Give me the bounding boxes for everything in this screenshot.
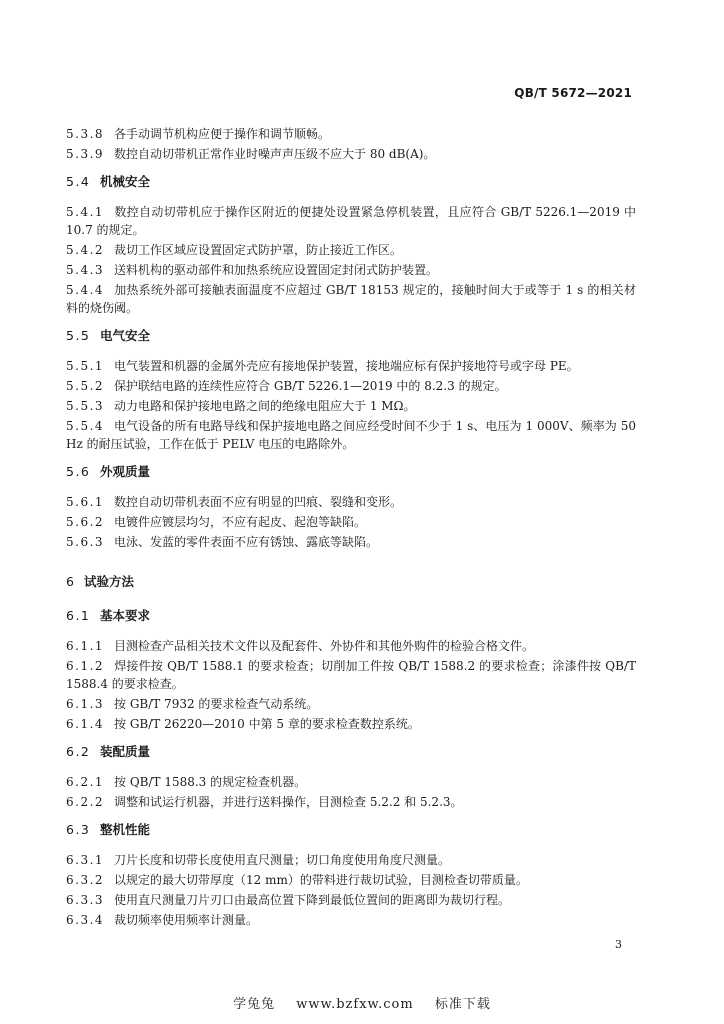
- clause-text: 各手动调节机构应便于操作和调节顺畅。: [114, 127, 331, 141]
- clause-paragraph: [66, 203, 636, 239]
- clause-number: 5.6.1: [66, 495, 105, 509]
- clause-number: 5.3.9: [66, 147, 105, 161]
- clause-number: 6: [66, 574, 74, 589]
- clause-text: 刀片长度和切带长度使用直尺测量；切口角度使用角度尺测量。: [114, 853, 451, 867]
- clause-text: 电气装置和机器的金属外壳应有接地保护装置，接地端应标有保护接地符号或字母 PE。: [114, 359, 579, 373]
- clause-text: 按 QB/T 1588.3 的规定检查机器。: [114, 775, 307, 789]
- clause-number: 5.6.3: [66, 535, 105, 549]
- clause-paragraph: [66, 533, 636, 551]
- clause-number: 5.4.2: [66, 243, 105, 257]
- clause-number: 6.3.1: [66, 853, 105, 867]
- clause-number: 6.3.3: [66, 893, 105, 907]
- clause-paragraph: [66, 891, 636, 909]
- clause-number: 5.4.4: [66, 283, 105, 297]
- clause-text: 以规定的最大切带厚度（12 mm）的带料进行裁切试验，目测检查切带质量。: [114, 873, 528, 887]
- clause-text: 数控自动切带机应于操作区附近的便捷处设置紧急停机装置，且应符合 GB/T 5226.1—2019 中 10.7 的规定。: [66, 205, 636, 237]
- clause-text: 电气安全: [100, 328, 151, 343]
- section-heading: [66, 173, 636, 191]
- section-heading: [66, 327, 636, 345]
- clause-paragraph: [66, 281, 636, 317]
- clause-paragraph: [66, 513, 636, 531]
- clause-number: 6.1.4: [66, 717, 105, 731]
- clause-text: 电泳、发蓝的零件表面不应有锈蚀、露底等缺陷。: [114, 535, 379, 549]
- clause-text: 按 GB/T 7932 的要求检查气动系统。: [114, 697, 319, 711]
- clause-paragraph: [66, 715, 636, 733]
- clause-text: 试验方法: [84, 574, 135, 589]
- clause-text: 电气设备的所有电路导线和保护接地电路之间应经受时间不少于 1 s、电压为 1 000V、频率为 50 Hz 的耐压试验，工作在低于 PELV 电压的电路除外。: [66, 419, 636, 451]
- clause-text: 装配质量: [100, 744, 151, 759]
- clause-text: 裁切工作区域应设置固定式防护罩，防止接近工作区。: [114, 243, 403, 257]
- clause-paragraph: [66, 911, 636, 929]
- clause-paragraph: [66, 493, 636, 511]
- clause-paragraph: [66, 125, 636, 143]
- clause-number: 5.6.2: [66, 515, 105, 529]
- clause-number: 5.6: [66, 464, 91, 479]
- section-heading: [66, 463, 636, 481]
- clause-number: 5.5.3: [66, 399, 105, 413]
- clause-number: 6.1.3: [66, 697, 105, 711]
- clause-text: 动力电路和保护接地电路之间的绝缘电阻应大于 1 MΩ。: [114, 399, 416, 413]
- clause-number: 6.2: [66, 744, 91, 759]
- document-body: [66, 125, 636, 931]
- clause-number: 5.4.1: [66, 205, 105, 219]
- clause-number: 6.3.4: [66, 913, 105, 927]
- clause-number: 6.1.1: [66, 639, 105, 653]
- clause-text: 焊接件按 QB/T 1588.1 的要求检查；切削加工件按 QB/T 1588.2 的要求检查；涂漆件按 QB/T 1588.4 的要求检查。: [66, 659, 636, 691]
- clause-number: 6.2.2: [66, 795, 105, 809]
- clause-text: 整机性能: [100, 822, 151, 837]
- clause-paragraph: [66, 377, 636, 395]
- clause-paragraph: [66, 417, 636, 453]
- clause-text: 基本要求: [100, 608, 151, 623]
- clause-number: 5.3.8: [66, 127, 105, 141]
- clause-number: 6.1: [66, 608, 91, 623]
- clause-text: 数控自动切带机表面不应有明显的凹痕、裂缝和变形。: [114, 495, 403, 509]
- clause-number: 5.4.3: [66, 263, 105, 277]
- chapter-heading: [66, 573, 636, 591]
- clause-number: 6.3: [66, 822, 91, 837]
- clause-number: 6.3.2: [66, 873, 105, 887]
- footer-tagline: 标准下载: [434, 997, 491, 1012]
- clause-paragraph: [66, 241, 636, 259]
- clause-paragraph: [66, 261, 636, 279]
- clause-text: 机械安全: [100, 174, 151, 189]
- section-heading: [66, 743, 636, 761]
- clause-paragraph: [66, 657, 636, 693]
- clause-text: 外观质量: [100, 464, 151, 479]
- clause-text: 目测检查产品相关技术文件以及配套件、外协件和其他外购件的检验合格文件。: [114, 639, 535, 653]
- clause-number: 5.5.2: [66, 379, 105, 393]
- standard-code: QB/T 5672—2021: [514, 86, 632, 100]
- clause-number: 5.5: [66, 328, 91, 343]
- clause-text: 加热系统外部可接触表面温度不应超过 GB/T 18153 规定的，接触时间大于或等于 1 s 的相关材料的烧伤阈。: [66, 283, 636, 315]
- clause-number: 5.5.1: [66, 359, 105, 373]
- clause-paragraph: [66, 357, 636, 375]
- section-heading: [66, 607, 636, 625]
- clause-text: 调整和试运行机器，并进行送料操作，目测检查 5.2.2 和 5.2.3。: [114, 795, 463, 809]
- section-heading: [66, 821, 636, 839]
- clause-text: 电镀件应镀层均匀，不应有起皮、起泡等缺陷。: [114, 515, 367, 529]
- clause-text: 数控自动切带机正常作业时噪声声压级不应大于 80 dB(A)。: [114, 147, 436, 161]
- clause-text: 按 GB/T 26220—2010 中第 5 章的要求检查数控系统。: [114, 717, 420, 731]
- clause-number: 5.4: [66, 174, 91, 189]
- clause-paragraph: [66, 145, 636, 163]
- clause-paragraph: [66, 871, 636, 889]
- clause-paragraph: [66, 773, 636, 791]
- clause-text: 裁切频率使用频率计测量。: [114, 913, 259, 927]
- clause-number: 6.1.2: [66, 659, 105, 673]
- clause-paragraph: [66, 637, 636, 655]
- clause-number: 5.5.4: [66, 419, 105, 433]
- clause-text: 使用直尺测量刀片刃口由最高位置下降到最低位置间的距离即为裁切行程。: [114, 893, 511, 907]
- page-number: 3: [615, 938, 622, 951]
- clause-paragraph: [66, 695, 636, 713]
- footer-site-name: 学兔兔: [233, 997, 276, 1012]
- footer-url: www.bzfxw.com: [296, 997, 414, 1012]
- clause-text: 送料机构的驱动部件和加热系统应设置固定封闭式防护装置。: [114, 263, 439, 277]
- footer-watermark: [0, 993, 724, 1012]
- clause-paragraph: [66, 397, 636, 415]
- clause-number: 6.2.1: [66, 775, 105, 789]
- clause-paragraph: [66, 793, 636, 811]
- clause-text: 保护联结电路的连续性应符合 GB/T 5226.1—2019 中的 8.2.3 的规定。: [114, 379, 507, 393]
- clause-paragraph: [66, 851, 636, 869]
